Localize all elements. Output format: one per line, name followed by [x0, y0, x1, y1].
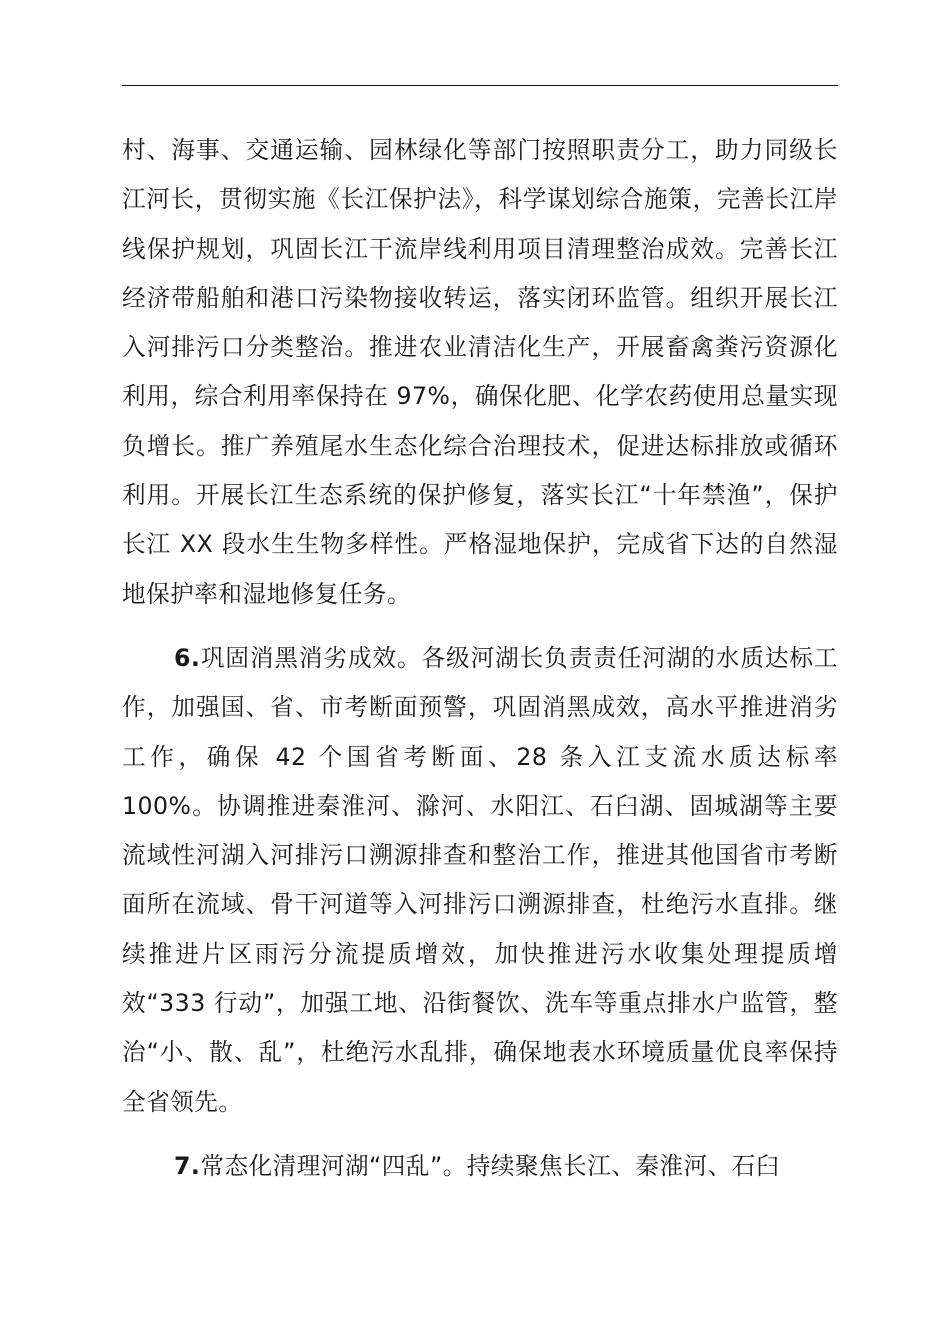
item-heading: 常态化清理河湖“四乱” [200, 1151, 443, 1180]
paragraph-item-6 [122, 634, 838, 1127]
paragraph-continuation: 村、海事、交通运输、园林绿化等部门按照职责分工，助力同级长江河长，贯彻实施《长江保护法》，科学谋划综合施策，完善长江岸线保护规划，巩固长江干流岸线利用项目清理整治成效。完善长江经济带船舶和港口污染物接收转运，落实闭环监管。组织开展长江入河排污口分类整治。推进农业清洁化生产，开展畜禽粪污资源化利用，综合利用率保持在 97%，确保化肥、化学农药使用总量实现负增长。推广养殖尾水生态化综合治理技术，促进达标排放或循环利用。开展长江生态系统的保护修复，落实长江“十年禁渔”，保护长江 XX 段水生生物多样性。严格湿地保护，完成省下达的自然湿地保护率和湿地修复任务。 [122, 136, 838, 608]
document-body [122, 126, 838, 1191]
paragraph-item-7 [122, 1142, 838, 1191]
item-text: 巩固消黑消劣成效。各级河湖长负责责任河湖的水质达标工作，加强国、省、市考断面预警，巩固消黑成效，高水平推进消劣工作，确保 42 个国省考断面、28 条入江支流水质达标率 100%。协调推进秦淮河、滁河、水阳江、石臼湖、固城湖等主要流域性河湖入河排污口溯源排查和整治工作，推进其他国省市考断面所在流域、骨干河道等入河排污口溯源排查，杜绝污水直排。继续推进片区雨污分流提质增效，加快推进污水收集处理提质增效“333 行动”，加强工地、沿街餐饮、洗车等重点排水户监管，整治“小、散、乱”，杜绝污水乱排，确保地表水环境质量优良率保持全省领先。 [122, 643, 838, 1116]
header-rule [122, 85, 838, 86]
item-text: 。持续聚焦长江、秦淮河、石臼 [442, 1151, 780, 1180]
item-number: 7. [174, 1151, 201, 1180]
item-number: 6. [174, 643, 201, 672]
